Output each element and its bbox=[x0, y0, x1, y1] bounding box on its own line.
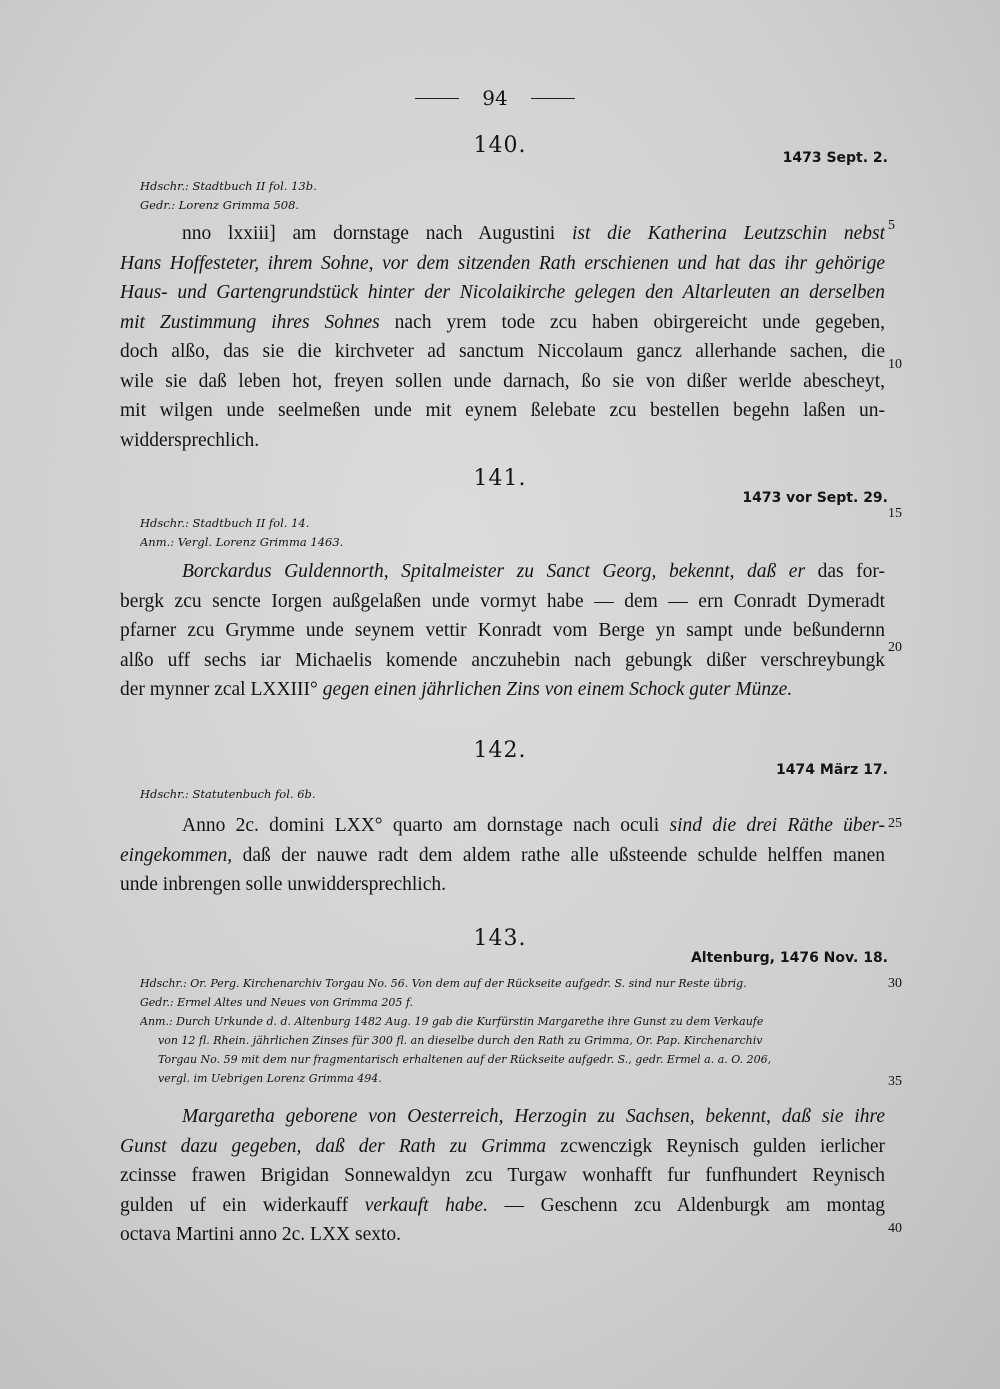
text-line bbox=[120, 616, 885, 646]
document-text bbox=[120, 1102, 885, 1250]
text-segment: zcwenczigk Reynisch gulden ierlicher bbox=[546, 1135, 885, 1157]
text-segment: bergk zcu sencte Iorgen außgelaßen unde vormyt habe — dem — ern Conradt Dymeradt bbox=[120, 590, 885, 612]
note-line: Hdschr.: Or. Perg. Kirchenarchiv Torgau No. 56. Von dem auf der Rückseite aufgedr. S. sind nur Reste übrig. bbox=[140, 977, 747, 990]
text-line bbox=[120, 367, 885, 397]
text-line bbox=[120, 557, 885, 587]
margin-line-number: 30 bbox=[888, 976, 902, 991]
text-line bbox=[120, 870, 885, 900]
text-line bbox=[120, 1132, 885, 1162]
note-line: Hdschr.: Statutenbuch fol. 6b. bbox=[140, 787, 316, 801]
margin-line-number: 35 bbox=[888, 1074, 902, 1089]
margin-line-number: 25 bbox=[888, 816, 902, 831]
text-segment: octava Martini anno 2c. LXX sexto. bbox=[120, 1224, 402, 1245]
text-line bbox=[120, 587, 885, 617]
italic-segment: Margaretha geborene von Oesterreich, Herzogin zu Sachsen, bekennt, daß sie ihre bbox=[182, 1106, 885, 1127]
note-line: Gedr.: Lorenz Grimma 508. bbox=[140, 198, 300, 212]
document-number: 142. bbox=[473, 738, 527, 763]
italic-segment: gegen einen jährlichen Zins von einem Schock guter Münze. bbox=[322, 679, 793, 700]
text-segment: widdersprechlich. bbox=[120, 429, 260, 451]
text-line bbox=[120, 426, 885, 456]
note-line: Hdschr.: Stadtbuch II fol. 13b. bbox=[140, 179, 317, 193]
note-line: vergl. im Uebrigen Lorenz Grimma 494. bbox=[158, 1072, 382, 1085]
document-date: 1473 vor Sept. 29. bbox=[742, 490, 888, 506]
margin-line-number: 10 bbox=[888, 357, 902, 372]
italic-segment: Hans Hoffesteter, ihrem Sohne, vor dem sitzenden Rath erschienen und hat das ihr gehörige bbox=[120, 252, 885, 274]
text-line bbox=[120, 811, 885, 841]
text-line bbox=[120, 337, 885, 367]
italic-segment: Haus- und Gartengrundstück hinter der Nicolaikirche gelegen den Altarleuten an derselben bbox=[120, 282, 885, 303]
margin-line-number: 15 bbox=[888, 506, 902, 521]
text-segment: das for- bbox=[805, 561, 885, 582]
text-line bbox=[120, 278, 885, 308]
text-line bbox=[120, 396, 885, 426]
text-segment: mit wilgen unde seelmeßen unde mit eynem ßelebate zcu bestellen begehn laßen un- bbox=[120, 400, 885, 421]
text-line bbox=[120, 646, 885, 676]
text-line bbox=[120, 219, 885, 249]
margin-line-number: 40 bbox=[888, 1221, 902, 1236]
text-segment: — Geschenn zcu Aldenburgk am montag bbox=[487, 1194, 885, 1216]
text-segment: ] am dornstage nach Augustini bbox=[269, 223, 572, 244]
text-line bbox=[120, 1161, 885, 1191]
text-segment: daß der nauwe radt dem aldem rathe alle ußsteende schulde helffen manen bbox=[232, 844, 885, 866]
text-segment: der mynner zcal LXXIII° bbox=[120, 679, 323, 700]
document-notes bbox=[140, 785, 900, 804]
note-line: Torgau No. 59 mit dem nur fragmentarisch erhaltenen auf der Rückseite aufgedr. S., gedr. Ermel a. a. O. 206, bbox=[158, 1053, 772, 1066]
page-number bbox=[415, 86, 575, 110]
note-line: Gedr.: Ermel Altes und Neues von Grimma 205 f. bbox=[140, 996, 414, 1009]
text-segment: nno bbox=[182, 223, 229, 244]
text-line bbox=[120, 1102, 885, 1132]
margin-line-number: 5 bbox=[888, 218, 895, 233]
document-notes bbox=[140, 177, 900, 215]
text-line bbox=[120, 308, 885, 338]
italic-segment: Gunst dazu gegeben, daß der Rath zu Grimma bbox=[120, 1135, 547, 1157]
document-date: Altenburg, 1476 Nov. 18. bbox=[690, 950, 888, 966]
text-line bbox=[120, 841, 885, 871]
document-date: 1473 Sept. 2. bbox=[782, 150, 888, 166]
document-text bbox=[120, 811, 885, 900]
italic-segment: Borckardus Guldennorth, Spitalmeister zu Sanct Georg, bekennt, daß er bbox=[182, 561, 806, 582]
page-number-rule-left bbox=[415, 98, 459, 99]
document-notes bbox=[140, 974, 900, 1088]
note-line: Hdschr.: Stadtbuch II fol. 14. bbox=[140, 516, 310, 530]
text-line bbox=[120, 249, 885, 279]
text-segment: zcinsse frawen Brigidan Sonnewaldyn zcu Turgaw wonhafft fur funfhundert Reynisch bbox=[120, 1165, 885, 1186]
text-segment: doch alßo, das sie die kirchveter ad sanctum Niccolaum gancz allerhande sachen, die bbox=[120, 341, 885, 362]
text-line bbox=[120, 675, 885, 705]
italic-segment: sind die drei Räthe über- bbox=[669, 815, 885, 836]
text-line bbox=[120, 1220, 885, 1250]
document-date: 1474 März 17. bbox=[776, 762, 888, 778]
document-number: 140. bbox=[473, 133, 527, 158]
note-line: Anm.: Vergl. Lorenz Grimma 1463. bbox=[140, 535, 344, 549]
italic-segment: eingekommen, bbox=[120, 844, 233, 866]
document-text bbox=[120, 557, 885, 705]
note-line: von 12 fl. Rhein. jährlichen Zinses für 300 fl. an dieselbe durch den Rath zu Grimma, Or. Pap. Kirchenarchiv bbox=[158, 1034, 763, 1047]
document-notes bbox=[140, 514, 900, 552]
text-segment: gulden uf ein widerkauff bbox=[120, 1194, 365, 1216]
text-segment: nach yrem tode zcu haben obirgereicht unde gegeben, bbox=[379, 311, 885, 333]
margin-line-number: 20 bbox=[888, 640, 902, 655]
italic-segment: verkauft habe. bbox=[364, 1194, 488, 1216]
document-number: 143. bbox=[473, 926, 527, 951]
italic-segment: ist die Katherina Leutzschin nebst bbox=[571, 223, 885, 244]
page-number-rule-right bbox=[531, 98, 575, 99]
text-segment: wile sie daß leben hot, freyen sollen unde darnach, ßo sie von dißer werlde abescheyt, bbox=[120, 370, 885, 392]
text-segment: Anno 2c. domini LXX° quarto am dornstage nach oculi bbox=[182, 815, 670, 836]
text-segment: unde inbrengen solle unwiddersprechlich. bbox=[120, 874, 446, 895]
text-segment: pfarner zcu Grymme unde seynem vettir Konradt vom Berge yn sampt unde beßundernn bbox=[120, 620, 885, 641]
text-line bbox=[120, 1191, 885, 1221]
text-segment: alßo uff sechs iar Michaelis komende anczuhebin nach gebungk dißer verschreybungk bbox=[120, 649, 885, 671]
document-number: 141. bbox=[473, 466, 527, 491]
text-segment: lxxiii bbox=[228, 223, 270, 244]
italic-segment: mit Zustimmung ihres Sohnes bbox=[120, 311, 380, 333]
page-number-text: 94 bbox=[482, 86, 508, 110]
document-text bbox=[120, 219, 885, 455]
note-line: Anm.: Durch Urkunde d. d. Altenburg 1482 Aug. 19 gab die Kurfürstin Margarethe ihre Gunst zu dem Verkaufe bbox=[140, 1015, 764, 1028]
